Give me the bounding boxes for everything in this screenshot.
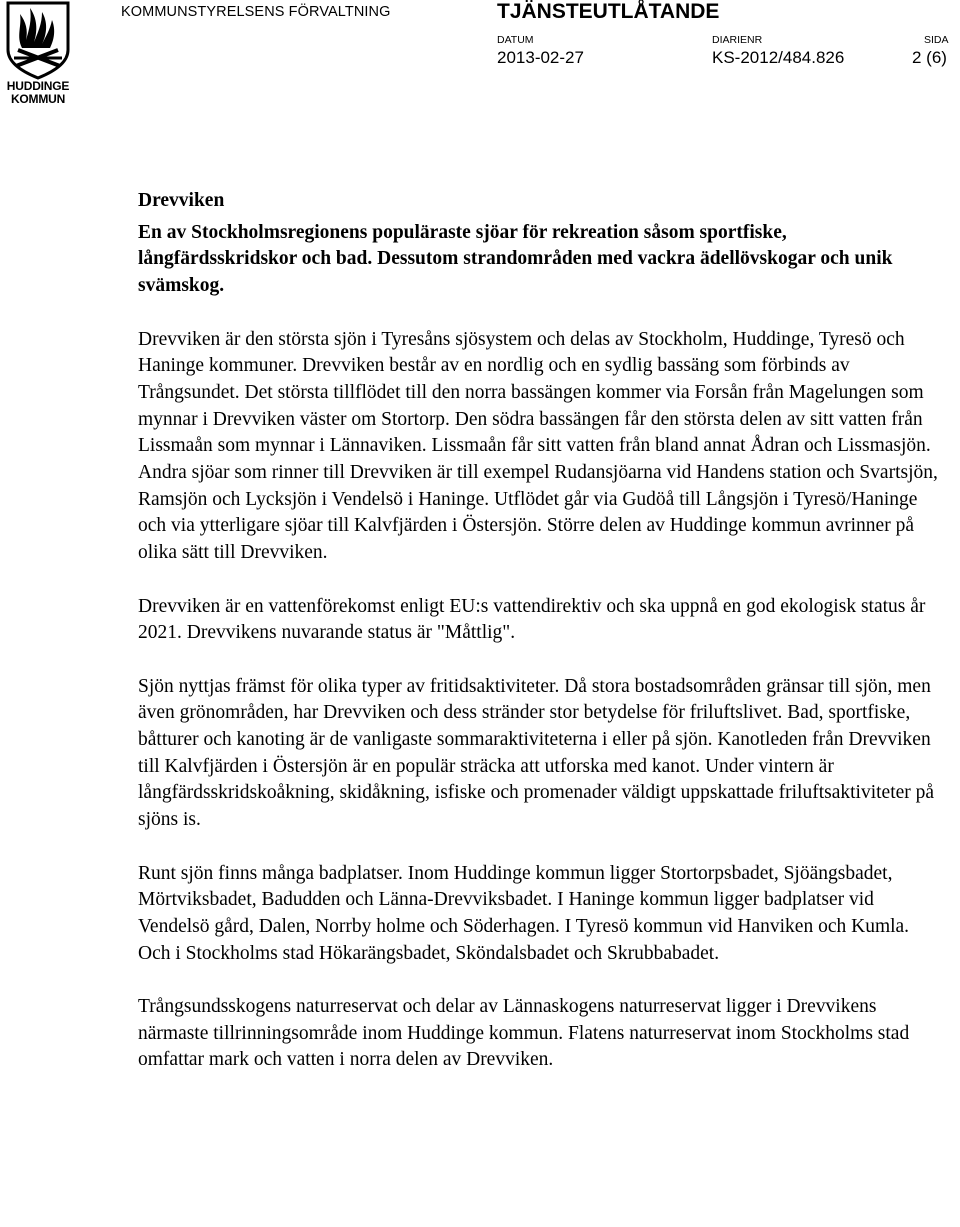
date-label: DATUM [497, 34, 534, 46]
registration-number-value: KS-2012/484.826 [712, 48, 845, 67]
municipality-logo [0, 0, 76, 108]
body-paragraph: Trångsundsskogens naturreservat och delar av Lännaskogens naturreservat ligger i Drevvikens närmaste tillrinningsområde inom Huddinge kommun. Flatens naturreservat inom Stockholms stad omfattar mark och vatten i norra delen av Drevviken. [138, 996, 910, 1071]
body-paragraph: Runt sjön finns många badplatser. Inom Huddinge kommun ligger Stortorpsbadet, Sjöängsbadet, Mörtviksbadet, Badudden och Länna-Drevviksbadet. I Haninge kommun ligger badplatser vid Vendelsö gård, Dalen, Norrby holme och Söderhagen. I Tyresö kommun vid Hanviken och Kumla. Och i Stockholms stad Hökarängsbadet, Sköndalsbadet och Skrubbabadet. [138, 862, 910, 964]
coat-of-arms-icon [0, 0, 76, 80]
body-paragraph: Drevviken är en vattenförekomst enligt EU:s vattendirektiv och ska uppnå en god ekologisk status år 2021. Drevvikens nuvarande status är "Måttlig". [138, 595, 926, 644]
registration-number-label: DIARIENR [712, 34, 763, 46]
document-body [138, 188, 938, 1074]
organization-name: KOMMUNSTYRELSENS FÖRVALTNING [121, 4, 391, 20]
date-value: 2013-02-27 [497, 48, 584, 67]
document-type: TJÄNSTEUTLÅTANDE [497, 0, 720, 23]
logo-text-line1: HUDDINGE [6, 79, 70, 93]
page-label: SIDA [924, 34, 949, 46]
body-paragraph: Sjön nyttjas främst för olika typer av fritidsaktiviteter. Då stora bostadsområden gränsar till sjön, men även grönområden, har Drevviken och dess stränder stor betydelse för friluftslivet. Bad, sportfiske, båtturer och kanoting är de vanligaste sommaraktiviteterna i eller på sjön. Kanotleden från Drevviken till Kalvfjärden i Östersjön är en populär sträcka att utforska med kanot. Under vintern är långfärdsskridskoåkning, skidåkning, isfiske och promenader väldigt uppskattade friluftsaktiviteter på sjöns is. [138, 675, 935, 831]
lead-paragraph: En av Stockholmsregionens populäraste sjöar för rekreation såsom sportfiske, långfärdsskridskor och bad. Dessutom strandområden med vackra ädellövskogar och unik svämskog. [138, 221, 893, 297]
section-title: Drevviken [138, 190, 225, 211]
page-number: 2 (6) [912, 48, 947, 67]
logo-text-line2: KOMMUN [10, 92, 66, 106]
body-paragraph: Drevviken är den största sjön i Tyresåns sjösystem och delas av Stockholm, Huddinge, Tyresö och Haninge kommuner. Drevviken består av en nordlig och en sydlig bassäng som förbinds av Trångsundet. Det största tillflödet till den norra bassängen kommer via Forsån från Magelungen som mynnar i Drevviken väster om Stortorp. Den södra bassängen får den största delen av sitt vatten från Lissmaån som mynnar i Lännaviken. Lissmaån får sitt vatten från bland annat Ådran och Lissmasjön. Andra sjöar som rinner till Drevviken är till exempel Rudansjöarna vid Handens station och Svartsjön, Ramsjön och Lycksjön i Vendelsö i Haninge. Utflödet går via Gudöå till Långsjön i Tyresö/Haninge och via ytterligare sjöar till Kalvfjärden i Östersjön. Större delen av Huddinge kommun avrinner på olika sätt till Drevviken. [138, 328, 938, 564]
